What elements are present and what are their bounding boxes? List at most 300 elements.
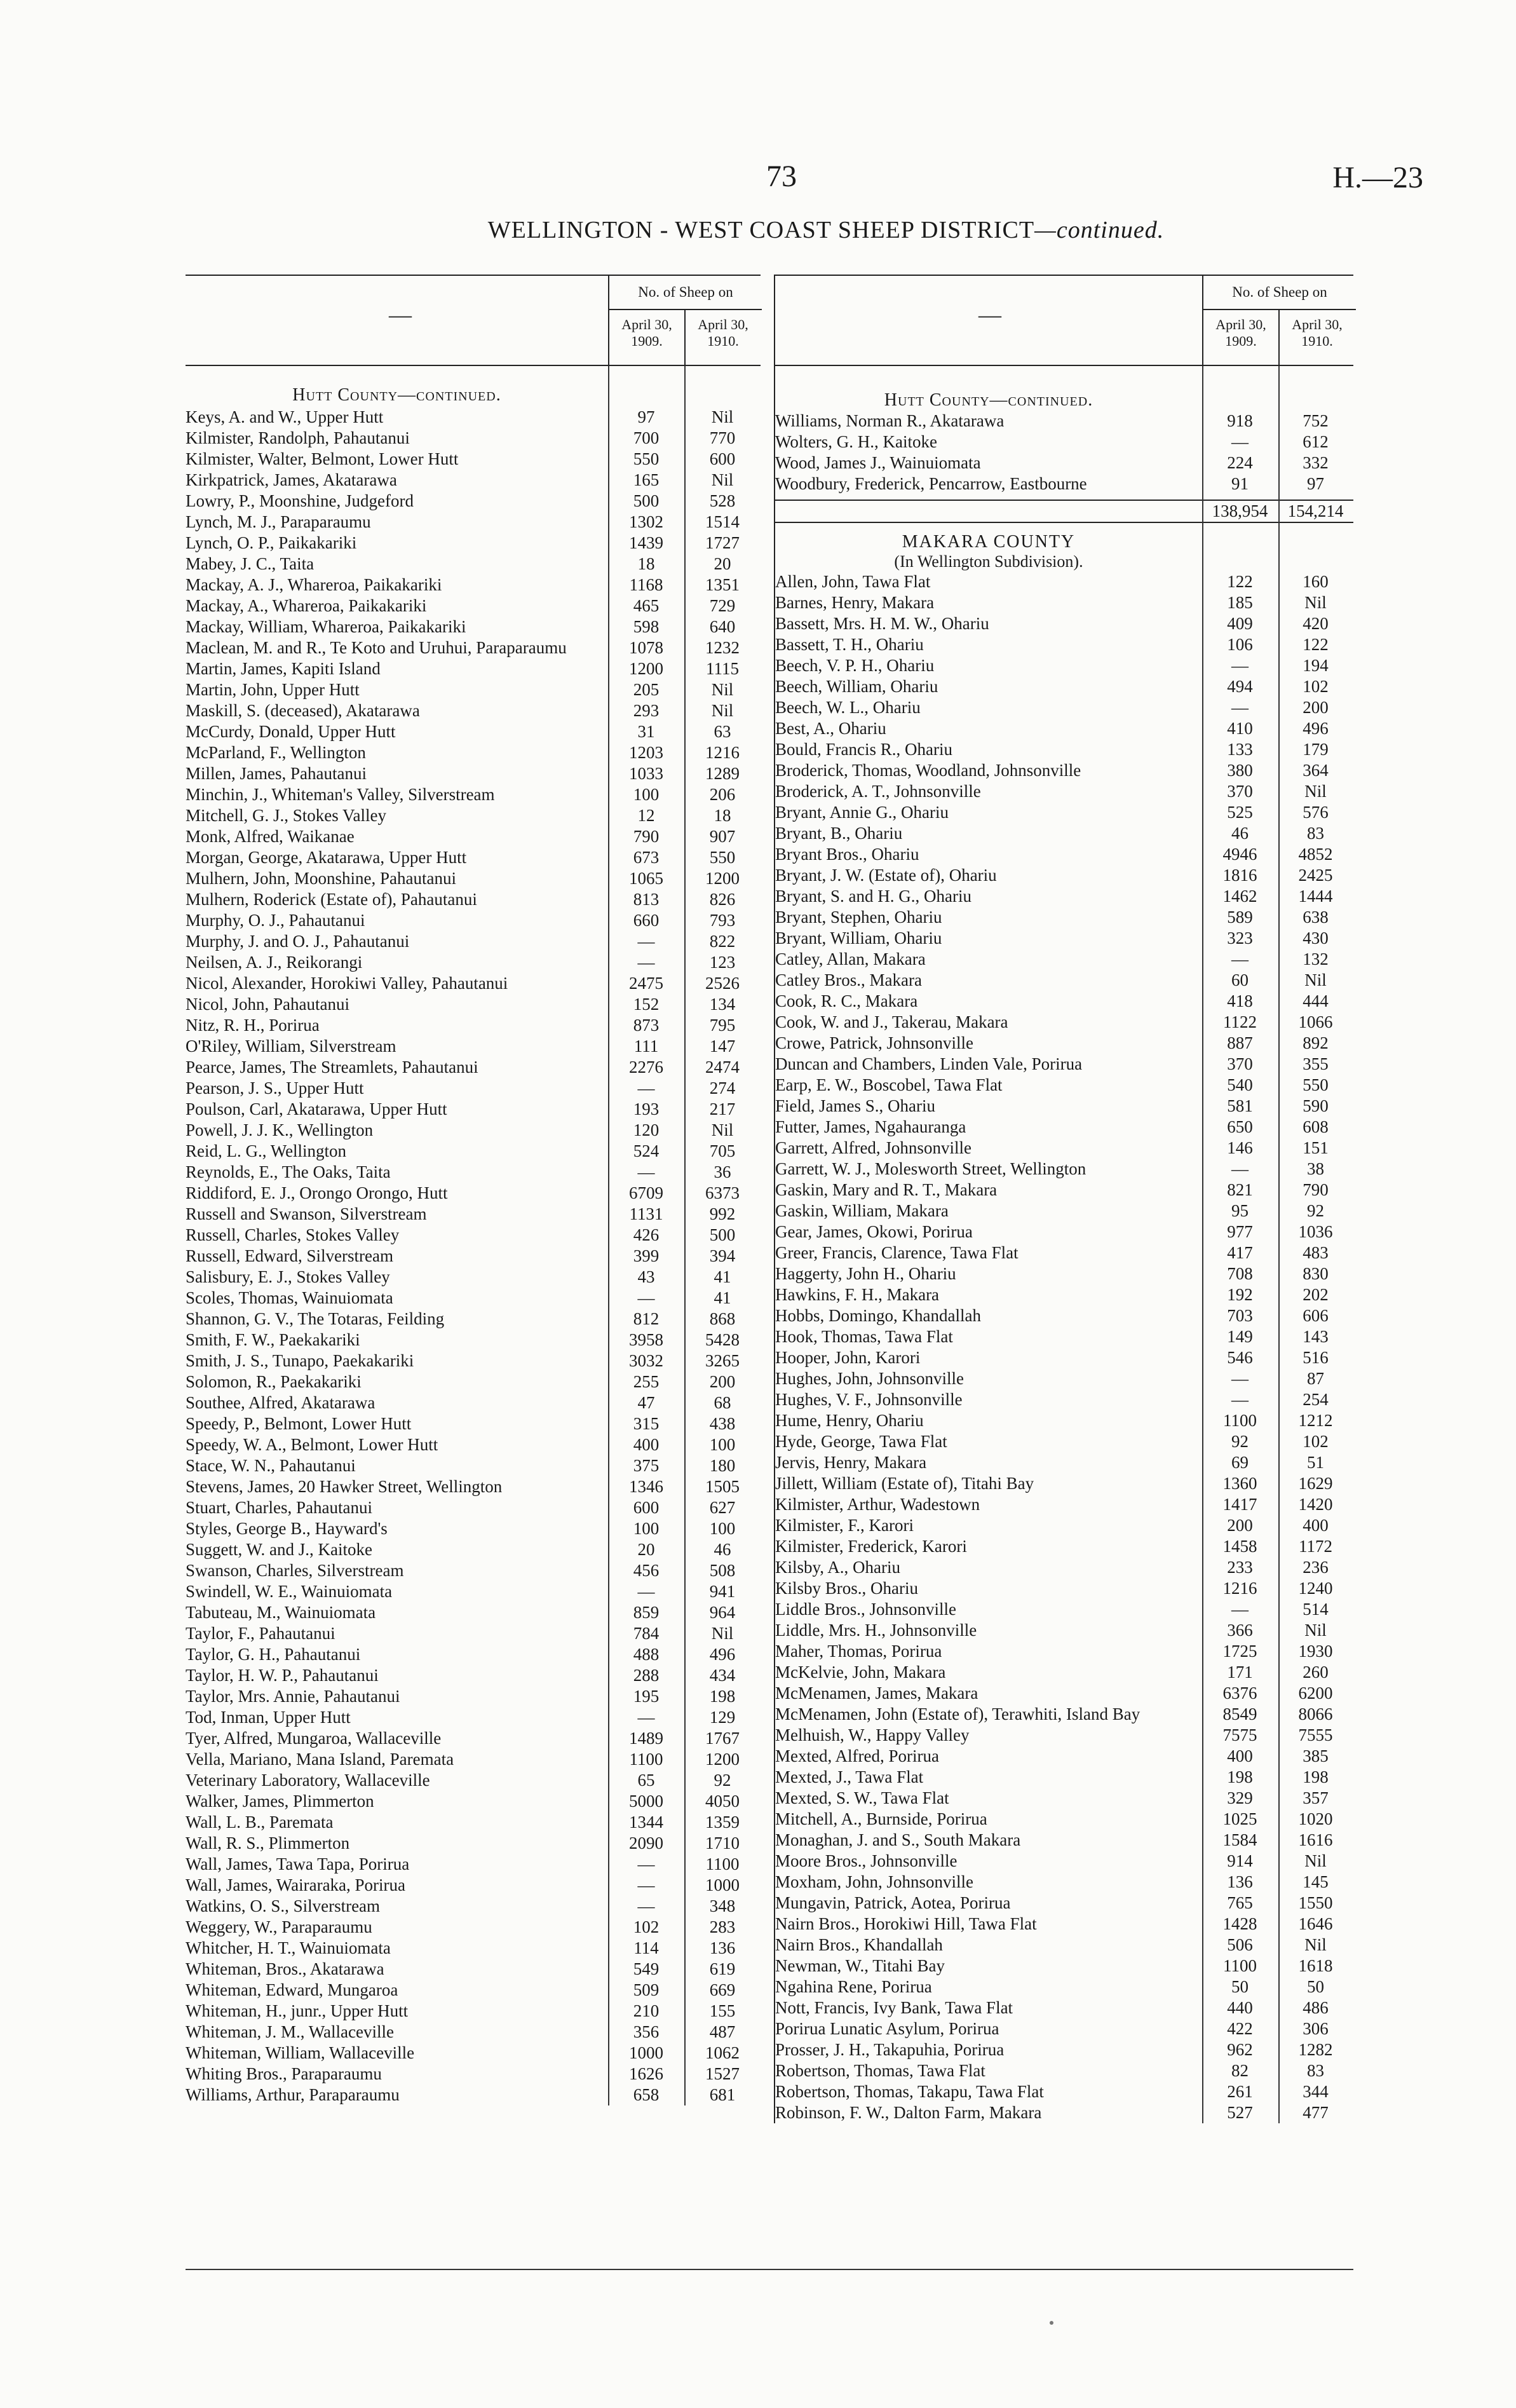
sheep-1909: 1302 — [629, 512, 663, 531]
page-number: 73 — [766, 160, 797, 193]
owner-name: Wall, R. S., Plimmerton — [186, 1833, 350, 1853]
header-1910 — [1278, 310, 1355, 365]
table-row — [775, 1473, 1353, 1494]
sheep-1909: 8549 — [1222, 1704, 1257, 1724]
owner-name: Liddle, Mrs. H., Johnsonville — [775, 1621, 977, 1640]
owner-name: Taylor, F., Pahautanui — [186, 1624, 335, 1643]
page-title — [318, 216, 1334, 244]
sheep-1909: 409 — [1227, 614, 1253, 633]
owner-name: Whiteman, Edward, Mungaroa — [186, 1980, 398, 1999]
owner-name: Catley Bros., Makara — [775, 970, 922, 990]
owner-name: Whitcher, H. T., Wainuiomata — [186, 1938, 391, 1957]
table-row — [775, 1809, 1353, 1830]
sheep-1909: 1131 — [629, 1204, 663, 1223]
table-row — [775, 655, 1353, 676]
owner-name: Liddle Bros., Johnsonville — [775, 1600, 956, 1619]
table-row — [186, 1078, 761, 1099]
sheep-1909: 540 — [1227, 1075, 1253, 1094]
table-row — [775, 1410, 1353, 1431]
owner-name: Mexted, J., Tawa Flat — [775, 1767, 924, 1786]
sheep-1910: 46 — [714, 1540, 731, 1559]
sheep-1909: — — [637, 953, 655, 972]
owner-name: Prosser, J. H., Takapuhia, Porirua — [775, 2040, 1005, 2059]
owner-name: Catley, Allan, Makara — [775, 949, 926, 969]
sheep-1910: 705 — [709, 1141, 736, 1160]
sheep-1910: 681 — [709, 2085, 736, 2104]
sheep-1909: 375 — [633, 1456, 660, 1475]
sheep-1909: 525 — [1227, 803, 1253, 822]
sheep-1910: 1200 — [705, 869, 740, 888]
sheep-1910: 964 — [709, 1603, 736, 1622]
sheep-1910: 483 — [1303, 1243, 1329, 1262]
owner-name: Lowry, P., Moonshine, Judgeford — [186, 491, 414, 510]
table-row — [186, 1309, 761, 1330]
sheep-1909: 1344 — [629, 1813, 663, 1832]
sheep-1910: 826 — [709, 890, 736, 909]
sheep-1910: 4050 — [705, 1792, 740, 1811]
table-row — [186, 637, 761, 658]
sheep-1909: 1000 — [629, 2043, 663, 2062]
owner-name: Earp, E. W., Boscobel, Tawa Flat — [775, 1075, 1003, 1094]
sheep-1909: 193 — [633, 1099, 660, 1119]
sheep-1909: 765 — [1227, 1893, 1253, 1912]
owner-name: Veterinary Laboratory, Wallaceville — [186, 1771, 430, 1790]
sheep-1910: 1232 — [705, 638, 740, 657]
table-row — [775, 781, 1353, 802]
owner-name: Bould, Francis R., Ohariu — [775, 740, 952, 759]
sheep-1909: 329 — [1227, 1788, 1253, 1807]
sheep-1909: 47 — [637, 1393, 655, 1412]
owner-name: Nairn Bros., Khandallah — [775, 1935, 943, 1954]
table-row — [775, 1242, 1353, 1263]
owner-name: Bassett, Mrs. H. M. W., Ohariu — [775, 614, 989, 633]
sheep-1909: 323 — [1227, 929, 1253, 948]
sheep-1910: 669 — [709, 1980, 736, 1999]
sheep-1910: Nil — [711, 407, 734, 426]
table-row — [186, 889, 761, 910]
sheep-1909: 589 — [1227, 908, 1253, 927]
table-row — [775, 970, 1353, 991]
column-divider — [684, 366, 686, 2105]
sheep-1909: 111 — [633, 1037, 659, 1056]
sheep-1910: 822 — [709, 932, 736, 951]
sheep-1909: — — [637, 1896, 655, 1915]
table-row — [775, 1851, 1353, 1872]
sheep-1909: 380 — [1227, 761, 1253, 780]
sheep-1910: 344 — [1303, 2082, 1329, 2101]
sheep-1910: 145 — [1303, 1872, 1329, 1891]
owner-name: Maclean, M. and R., Te Koto and Uruhui, Paraparaumu — [186, 638, 567, 657]
sheep-1909: 261 — [1227, 2082, 1253, 2101]
owner-name: Whiteman, William, Wallaceville — [186, 2043, 415, 2062]
table-row — [186, 595, 761, 616]
sheep-1910: 92 — [1307, 1201, 1324, 1220]
table-row — [186, 428, 761, 449]
sheep-1909: 426 — [633, 1225, 660, 1244]
table-row — [775, 991, 1353, 1012]
sheep-1909: — — [1231, 656, 1249, 675]
sheep-1909: 417 — [1227, 1243, 1253, 1262]
sheep-1910: 1200 — [705, 1750, 740, 1769]
owner-name: Whiteman, Bros., Akatarawa — [186, 1959, 384, 1978]
owner-name: McCurdy, Donald, Upper Hutt — [186, 722, 396, 741]
table-row — [186, 575, 761, 595]
table-row — [775, 1117, 1353, 1138]
table-row — [186, 1183, 761, 1204]
owner-name: Kilmister, F., Karori — [775, 1516, 914, 1535]
owner-name: Whiting Bros., Paraparaumu — [186, 2064, 382, 2083]
sheep-1909: — — [1231, 1369, 1249, 1388]
sheep-1910: 385 — [1303, 1746, 1329, 1765]
sheep-1910: 5428 — [705, 1330, 740, 1349]
table-row — [775, 1997, 1353, 2018]
table-row — [775, 1557, 1353, 1578]
right-list — [775, 571, 1353, 2123]
sheep-1909: 399 — [633, 1246, 660, 1265]
sheep-1909: 20 — [637, 1540, 655, 1559]
sheep-1910: 200 — [1303, 698, 1329, 717]
owner-name: Haggerty, John H., Ohariu — [775, 1264, 956, 1283]
owner-name: Nicol, John, Pahautanui — [186, 995, 349, 1014]
owner-name: Reynolds, E., The Oaks, Taita — [186, 1162, 391, 1181]
owner-name: Taylor, Mrs. Annie, Pahautanui — [186, 1687, 400, 1706]
owner-name: Hyde, George, Tawa Flat — [775, 1432, 947, 1451]
owner-name: Whiteman, H., junr., Upper Hutt — [186, 2001, 409, 2020]
sheep-1910: 134 — [709, 995, 736, 1014]
sheep-1909: 1033 — [629, 764, 663, 783]
sheep-1909: 122 — [1227, 572, 1253, 591]
header-1910-line2: 1910. — [707, 333, 739, 349]
sheep-1909: 366 — [1227, 1621, 1253, 1640]
owner-name: Kilmister, Frederick, Karori — [775, 1537, 967, 1556]
owner-name: Russell and Swanson, Silverstream — [186, 1204, 427, 1223]
sheep-1910: 1289 — [705, 764, 740, 783]
sheep-1910: 160 — [1303, 572, 1329, 591]
owner-name: Garrett, W. J., Molesworth Street, Wellington — [775, 1159, 1086, 1178]
sheep-1909: 859 — [633, 1603, 660, 1622]
sheep-1910: Nil — [1304, 1935, 1327, 1954]
table-row — [186, 1560, 761, 1581]
table-row — [775, 718, 1353, 739]
table-row — [186, 2001, 761, 2022]
header-sheep-on: No. of Sheep on — [608, 276, 762, 310]
left-rows — [186, 366, 761, 2105]
table-row — [186, 554, 761, 575]
owner-name: Reid, L. G., Wellington — [186, 1141, 347, 1160]
sheep-1909: 106 — [1227, 635, 1253, 654]
table-row — [186, 1770, 761, 1791]
sheep-1909: 293 — [633, 701, 660, 720]
sheep-1909: 224 — [1227, 453, 1253, 472]
table-row — [186, 1707, 761, 1728]
header-dash: — — [389, 302, 412, 327]
sheep-1910: 260 — [1303, 1663, 1329, 1682]
sheep-1909: 12 — [637, 806, 655, 825]
table-row — [775, 1893, 1353, 1914]
owner-name: Stuart, Charles, Pahautanui — [186, 1498, 372, 1517]
table-row — [775, 452, 1353, 473]
sheep-1910: 500 — [709, 1225, 736, 1244]
page-reference: H.—23 — [1332, 161, 1423, 194]
sheep-1910: 1172 — [1299, 1537, 1332, 1556]
owner-name: Broderick, A. T., Johnsonville — [775, 782, 981, 801]
table-row — [775, 907, 1353, 928]
sheep-1909: — — [637, 1582, 655, 1601]
owner-name: Mackay, A., Whareroa, Paikakariki — [186, 596, 427, 615]
owner-name: Bryant, Stephen, Ohariu — [775, 908, 942, 927]
sheep-1910: 516 — [1303, 1348, 1329, 1367]
sheep-1909: 114 — [633, 1938, 659, 1957]
sheep-1909: 494 — [1227, 677, 1253, 696]
table-row — [186, 533, 761, 554]
sheep-1910: 729 — [709, 596, 736, 615]
sheep-1910: 400 — [1303, 1516, 1329, 1535]
sheep-1909: 1489 — [629, 1729, 663, 1748]
sheep-1909: 4946 — [1222, 845, 1257, 864]
sheep-1909: 456 — [633, 1561, 660, 1580]
sheep-1909: — — [1231, 1159, 1249, 1178]
sheep-1909: 65 — [637, 1771, 655, 1790]
table-row — [186, 1497, 761, 1518]
table-row — [775, 1494, 1353, 1515]
title-suffix: —continued. — [1034, 217, 1165, 243]
owner-name: Shannon, G. V., The Totaras, Feilding — [186, 1309, 445, 1328]
table-row — [186, 1896, 761, 1917]
owner-name: Futter, James, Ngahauranga — [775, 1117, 966, 1136]
owner-name: Nott, Francis, Ivy Bank, Tawa Flat — [775, 1998, 1013, 2017]
sheep-1910: 528 — [709, 491, 736, 510]
table-row — [186, 994, 761, 1015]
sheep-1910: 41 — [714, 1267, 731, 1286]
table-row — [186, 1267, 761, 1288]
sheep-1910: 306 — [1303, 2019, 1329, 2038]
table-row — [186, 784, 761, 805]
table-row — [186, 1288, 761, 1309]
sheep-1910: 6373 — [705, 1183, 740, 1202]
sheep-1909: 1078 — [629, 638, 663, 657]
sheep-1909: 82 — [1231, 2061, 1249, 2080]
sheep-1910: Nil — [1304, 593, 1327, 612]
sheep-1909: 708 — [1227, 1264, 1253, 1283]
sheep-1910: 770 — [709, 428, 736, 447]
table-row — [775, 1075, 1353, 1096]
owner-name: Swanson, Charles, Silverstream — [186, 1561, 404, 1580]
owner-name: Mackay, A. J., Whareroa, Paikakariki — [186, 575, 442, 594]
table-row — [186, 910, 761, 931]
table-row — [186, 1812, 761, 1833]
sheep-1910: 3265 — [705, 1351, 740, 1370]
owner-name: Garrett, Alfred, Johnsonville — [775, 1138, 971, 1157]
sheep-1909: 97 — [637, 407, 655, 426]
sheep-1910: 394 — [709, 1246, 736, 1265]
sheep-1910: 606 — [1303, 1306, 1329, 1325]
owner-name: Hawkins, F. H., Makara — [775, 1285, 940, 1304]
table-row — [186, 1833, 761, 1854]
sheep-1909: 440 — [1227, 1998, 1253, 2017]
sheep-1910: 355 — [1303, 1054, 1329, 1073]
sheep-1910: 487 — [709, 2022, 736, 2041]
table-row — [775, 1012, 1353, 1033]
print-mark — [1050, 2321, 1053, 2325]
sheep-1910: 1062 — [705, 2043, 740, 2062]
sheep-1910: 640 — [709, 617, 736, 636]
owner-name: Bassett, T. H., Ohariu — [775, 635, 924, 654]
owner-name: Crowe, Patrick, Johnsonville — [775, 1033, 973, 1052]
table-row — [775, 1704, 1353, 1725]
owner-name: McMenamen, James, Makara — [775, 1684, 978, 1703]
header-1909-line2: 1909. — [1225, 333, 1257, 349]
owner-name: Kilsby, A., Ohariu — [775, 1558, 900, 1577]
owner-name: McKelvie, John, Makara — [775, 1663, 946, 1682]
sheep-1909: 914 — [1227, 1851, 1253, 1870]
owner-name: Kilmister, Randolph, Pahautanui — [186, 428, 410, 447]
sheep-1910: 151 — [1303, 1138, 1329, 1157]
sheep-1910: 1212 — [1298, 1411, 1333, 1430]
table-row — [775, 1096, 1353, 1117]
sheep-1909: 422 — [1227, 2019, 1253, 2038]
sheep-1910: 1066 — [1298, 1012, 1333, 1031]
sheep-1910: 206 — [709, 785, 736, 804]
sheep-1910: 87 — [1307, 1369, 1324, 1388]
table-row — [186, 1204, 761, 1225]
sheep-1909: 18 — [637, 554, 655, 573]
sheep-1909: 400 — [633, 1435, 660, 1454]
owner-name: Solomon, R., Paekakariki — [186, 1372, 362, 1391]
table-row — [186, 973, 761, 994]
sheep-1909: 50 — [1231, 1977, 1249, 1996]
sheep-1909: 120 — [633, 1120, 660, 1139]
sheep-1910: 752 — [1303, 411, 1329, 430]
sheep-1910: 1646 — [1298, 1914, 1333, 1933]
sheep-1909: 198 — [1227, 1767, 1253, 1786]
table-row — [775, 571, 1353, 592]
sheep-1909: 205 — [633, 680, 660, 699]
sheep-1910: 97 — [1307, 474, 1324, 493]
sheep-1909: 1216 — [1222, 1579, 1257, 1598]
sheep-1910: 1240 — [1298, 1579, 1333, 1598]
table-row — [186, 2043, 761, 2064]
owner-name: Bryant Bros., Ohariu — [775, 845, 919, 864]
owner-name: Cook, R. C., Makara — [775, 991, 918, 1010]
table-row — [186, 931, 761, 952]
right-table-header — [774, 275, 1353, 366]
header-dash: — — [978, 302, 1001, 327]
right-rows — [774, 366, 1353, 2123]
owner-name: Suggett, W. and J., Kaitoke — [186, 1540, 372, 1559]
table-row — [186, 470, 761, 491]
table-row — [775, 1033, 1353, 1054]
total-1910: 154,214 — [1287, 501, 1344, 520]
owner-name: Southee, Alfred, Akatarawa — [186, 1393, 376, 1412]
table-row — [186, 1602, 761, 1623]
owner-name: Robertson, Thomas, Takapu, Tawa Flat — [775, 2082, 1044, 2101]
table-row — [186, 1392, 761, 1413]
table-row — [186, 1413, 761, 1434]
sheep-1909: 509 — [633, 1980, 660, 1999]
owner-name: Nairn Bros., Horokiwi Hill, Tawa Flat — [775, 1914, 1037, 1933]
owner-name: Field, James S., Ohariu — [775, 1096, 935, 1115]
owner-name: Mungavin, Patrick, Aotea, Porirua — [775, 1893, 1011, 1912]
owner-name: Beech, V. P. H., Ohariu — [775, 656, 935, 675]
table-row — [775, 634, 1353, 655]
owner-name: Nicol, Alexander, Horokiwi Valley, Pahautanui — [186, 974, 508, 993]
sheep-1909: 370 — [1227, 782, 1253, 801]
sheep-1910: 1710 — [705, 1833, 740, 1853]
table-row — [186, 1099, 761, 1120]
sheep-1910: 194 — [1303, 656, 1329, 675]
table-row — [186, 1938, 761, 1959]
sheep-1910: 18 — [714, 806, 731, 825]
owner-name: Bryant, J. W. (Estate of), Ohariu — [775, 866, 997, 885]
owner-name: Wall, James, Tawa Tapa, Porirua — [186, 1854, 410, 1874]
owner-name: Jillett, William (Estate of), Titahi Bay — [775, 1474, 1034, 1493]
sheep-1909: 3958 — [629, 1330, 663, 1349]
table-row — [775, 886, 1353, 907]
owner-name: Martin, John, Upper Hutt — [186, 680, 360, 699]
owner-name: Kirkpatrick, James, Akatarawa — [186, 470, 397, 489]
sheep-1910: 4852 — [1298, 845, 1333, 864]
sheep-1910: 217 — [709, 1099, 736, 1119]
sheep-1910: 496 — [709, 1645, 736, 1664]
owner-name: Tod, Inman, Upper Hutt — [186, 1708, 351, 1727]
table-row — [775, 613, 1353, 634]
table-row — [775, 1368, 1353, 1389]
table-row — [186, 1225, 761, 1246]
sheep-1910: 332 — [1303, 453, 1329, 472]
table-row — [186, 1980, 761, 2001]
owner-name: Minchin, J., Whiteman's Valley, Silverstream — [186, 785, 495, 804]
owner-name: Millen, James, Pahautanui — [186, 764, 367, 783]
sheep-1910: 514 — [1303, 1600, 1329, 1619]
owner-name: Hume, Henry, Ohariu — [775, 1411, 924, 1430]
table-row — [775, 1599, 1353, 1620]
table-row — [775, 1452, 1353, 1473]
table-row — [186, 1120, 761, 1141]
table-row — [186, 2022, 761, 2043]
table-row — [186, 805, 761, 826]
owner-name: Allen, John, Tawa Flat — [775, 572, 931, 591]
sheep-1909: 195 — [633, 1687, 660, 1706]
table-row — [186, 1057, 761, 1078]
total-row — [775, 500, 1353, 523]
table-row — [775, 1138, 1353, 1159]
sheep-1910: Nil — [711, 1624, 734, 1643]
sheep-1909: — — [637, 932, 655, 951]
owner-name: Robinson, F. W., Dalton Farm, Makara — [775, 2103, 1042, 2122]
owner-name: Salisbury, E. J., Stokes Valley — [186, 1267, 390, 1286]
sheep-1910: 6200 — [1298, 1684, 1333, 1703]
sheep-1910: 1727 — [705, 533, 740, 552]
sheep-1909: 6709 — [629, 1183, 663, 1202]
table-row — [775, 1976, 1353, 1997]
table-row — [186, 1539, 761, 1560]
sheep-1910: 550 — [1303, 1075, 1329, 1094]
sheep-1910: 477 — [1303, 2103, 1329, 2122]
sheep-1910: 444 — [1303, 991, 1329, 1010]
sheep-1909: 315 — [633, 1414, 660, 1433]
sheep-1909: 149 — [1227, 1327, 1253, 1346]
owner-name: Best, A., Ohariu — [775, 719, 886, 738]
sheep-1909: 506 — [1227, 1935, 1253, 1954]
sheep-1909: — — [1231, 698, 1249, 717]
owner-name: Stevens, James, 20 Hawker Street, Wellington — [186, 1477, 503, 1496]
sheep-1910: 102 — [1303, 677, 1329, 696]
sheep-1909: 2090 — [629, 1833, 663, 1853]
owner-name: Hook, Thomas, Tawa Flat — [775, 1327, 953, 1346]
sheep-1910: 420 — [1303, 614, 1329, 633]
sheep-1909: 977 — [1227, 1222, 1253, 1241]
sheep-1909: 7575 — [1222, 1725, 1257, 1745]
